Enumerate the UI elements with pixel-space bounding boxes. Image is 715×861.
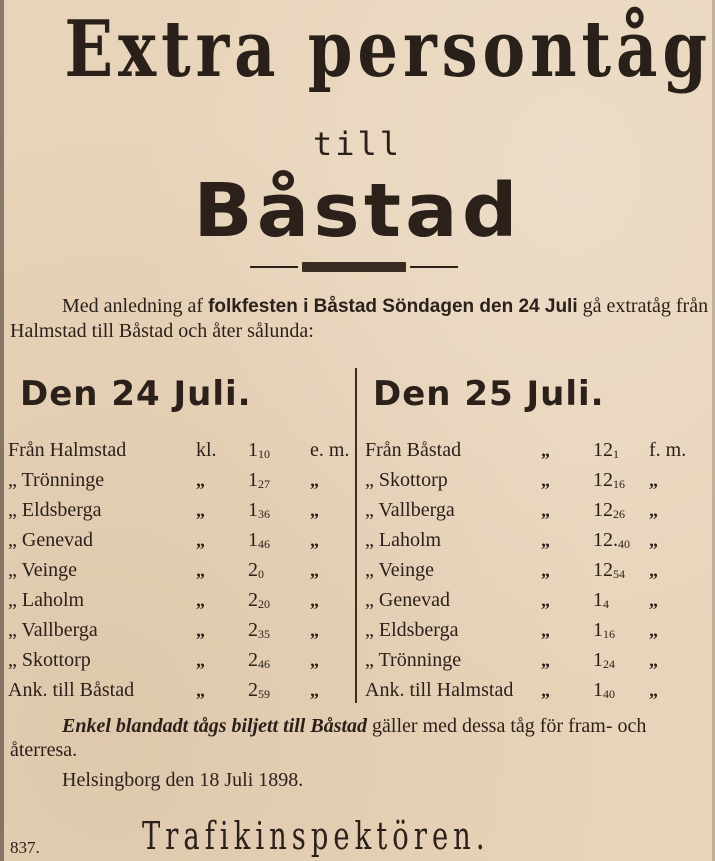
station-name: „ Genevad: [8, 529, 93, 551]
time-suffix: „: [310, 680, 319, 700]
time-suffix: „: [310, 620, 319, 640]
departure-time: $1_{36}$: [248, 499, 270, 521]
station-name: Ank. till Båstad: [8, 679, 135, 701]
station-name: „ Skottorp: [8, 649, 91, 671]
column-divider: [355, 368, 357, 703]
station-name: Från Halmstad: [8, 439, 127, 461]
departure-time: $1_4$: [593, 589, 609, 611]
time-prefix: kl.: [196, 439, 217, 461]
ticket-text: gäller med dessa tåg för fram- och återresa.: [10, 715, 647, 761]
departure-time: $1_{24}$: [593, 649, 615, 671]
time-suffix: „: [649, 470, 658, 490]
time-suffix: „: [649, 680, 658, 700]
station-name: „ Laholm: [8, 589, 85, 611]
ornament-rule-left: [250, 266, 298, 268]
departure-time: $12_1$: [593, 439, 619, 461]
time-prefix: „: [541, 680, 550, 700]
time-prefix: „: [196, 500, 205, 520]
ticket-italic: Enkel blandadt tågs biljett till Båstad: [62, 715, 368, 737]
time-suffix: f. m.: [649, 439, 687, 461]
station-name: „ Laholm: [365, 529, 442, 551]
headline-title: Extra persontåg: [64, 4, 712, 95]
intro-bold-event: folkfesten i Båstad Söndagen den 24 Juli: [208, 296, 578, 317]
departure-time: $2_{35}$: [248, 619, 270, 641]
schedule-heading-left: Den 24 Juli.: [20, 374, 252, 414]
time-prefix: „: [541, 590, 550, 610]
station-name: „ Vallberga: [8, 619, 98, 641]
time-suffix: „: [649, 530, 658, 550]
headline-till: till: [312, 125, 403, 163]
time-prefix: „: [541, 440, 550, 460]
schedule-heading-right: Den 25 Juli.: [373, 374, 605, 414]
time-suffix: e. m.: [310, 439, 350, 461]
station-name: „ Veinge: [365, 559, 435, 581]
time-suffix: „: [310, 470, 319, 490]
station-name: „ Veinge: [8, 559, 78, 581]
intro-text-end: gå extratåg från Halmstad till Båstad och åter sålunda:: [10, 295, 709, 342]
headline-city: Båstad: [193, 168, 522, 254]
ad-number: 837.: [10, 838, 40, 857]
station-name: „ Trönninge: [8, 469, 105, 491]
departure-time: $2_{46}$: [248, 649, 270, 671]
time-prefix: „: [196, 620, 205, 640]
time-suffix: „: [649, 500, 658, 520]
time-prefix: „: [196, 650, 205, 670]
time-prefix: „: [541, 500, 550, 520]
time-suffix: „: [310, 560, 319, 580]
time-suffix: „: [310, 650, 319, 670]
station-name: Ank. till Halmstad: [365, 679, 514, 701]
time-prefix: „: [541, 620, 550, 640]
intro-text-start: Med anledning af: [62, 295, 209, 317]
departure-time: $12_{16}$: [593, 469, 625, 491]
departure-time: $2_{20}$: [248, 589, 270, 611]
ornament-rule-right: [410, 266, 458, 268]
station-name: „ Eldsberga: [8, 499, 102, 521]
time-suffix: „: [649, 560, 658, 580]
departure-time: $1_{40}$: [593, 679, 615, 701]
signature: Trafikinspektören.: [142, 814, 490, 858]
ticket-paragraph: [10, 714, 710, 762]
time-suffix: „: [310, 590, 319, 610]
time-prefix: „: [196, 680, 205, 700]
time-suffix: „: [649, 650, 658, 670]
departure-time: $2_{59}$: [248, 679, 270, 701]
station-name: „ Skottorp: [365, 469, 448, 491]
departure-time: $1_{27}$: [248, 469, 270, 491]
departure-time: $2_0$: [248, 559, 264, 581]
time-suffix: „: [310, 530, 319, 550]
departure-time: $1_{16}$: [593, 619, 615, 641]
departure-time: $12_{26}$: [593, 499, 625, 521]
time-prefix: „: [196, 530, 205, 550]
time-prefix: „: [541, 530, 550, 550]
time-prefix: „: [196, 560, 205, 580]
ornament-rule-center: [302, 262, 406, 272]
time-prefix: „: [541, 650, 550, 670]
departure-time: $12._{40}$: [593, 529, 630, 551]
time-prefix: „: [541, 560, 550, 580]
departure-time: $12_{54}$: [593, 559, 625, 581]
departure-time: $1_{46}$: [248, 529, 270, 551]
station-name: „ Trönninge: [365, 649, 462, 671]
departure-time: $1_{10}$: [248, 439, 270, 461]
time-suffix: „: [649, 590, 658, 610]
time-prefix: „: [541, 470, 550, 490]
time-suffix: „: [310, 500, 319, 520]
station-name: „ Eldsberga: [365, 619, 459, 641]
station-name: „ Vallberga: [365, 499, 455, 521]
station-name: Från Båstad: [365, 439, 462, 461]
place-date: Helsingborg den 18 Juli 1898.: [62, 769, 304, 791]
time-prefix: „: [196, 590, 205, 610]
station-name: „ Genevad: [365, 589, 450, 611]
time-suffix: „: [649, 620, 658, 640]
intro-paragraph: [10, 294, 710, 343]
time-prefix: „: [196, 470, 205, 490]
